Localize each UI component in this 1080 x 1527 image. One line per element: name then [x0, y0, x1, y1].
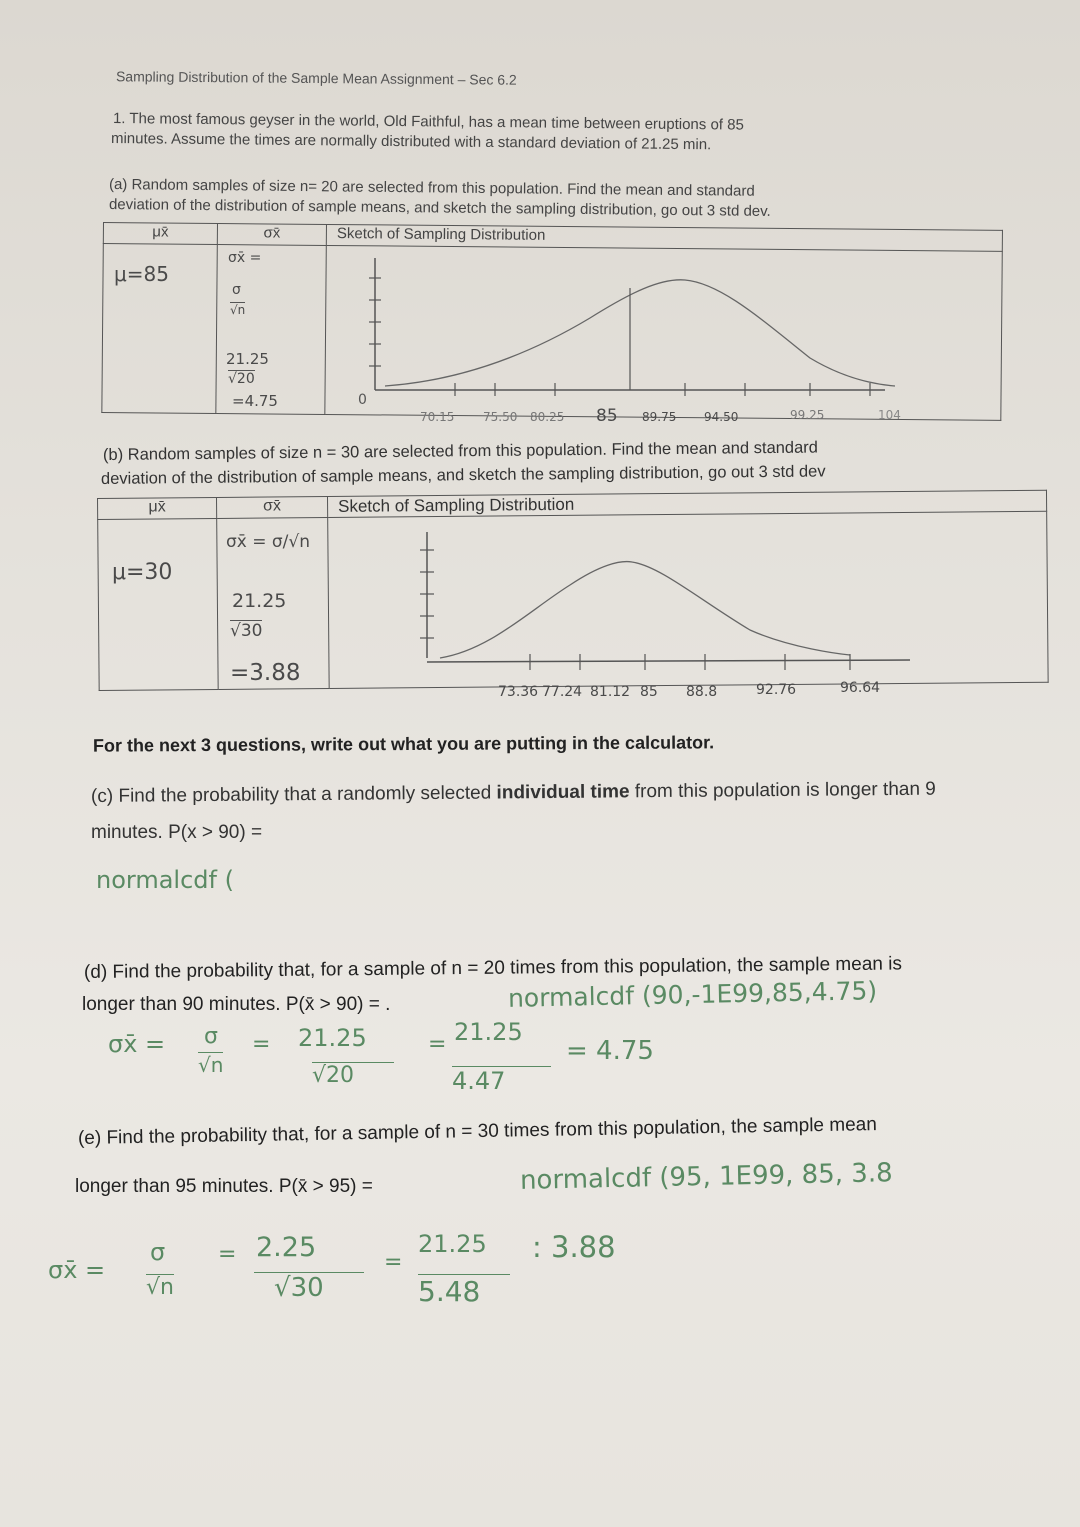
part-a-axis-origin: 0: [358, 392, 367, 408]
part-b-tick-5: 88.8: [686, 684, 718, 700]
part-d-answer: normalcdf (90,-1E99,85,4.75): [507, 976, 878, 1013]
worksheet-title: Sampling Distribution of the Sample Mean Assignment – Sec 6.2: [115, 68, 517, 88]
part-b-sigma-denominator: √30: [230, 621, 263, 641]
part-d-text-line1: (d) Find the probability that, for a sample of n = 20 times from this population, the sample mean is: [83, 953, 902, 983]
part-a-mu-answer: μ=85: [114, 262, 169, 286]
part-e-sigma-num: σ: [150, 1238, 166, 1266]
part-a-tick-3: 80.25: [530, 410, 565, 424]
q1-text-line1: 1. The most famous geyser in the world, Old Faithful, has a mean time between eruptions of 85: [112, 110, 744, 134]
part-b-sigma-header: σx̄: [216, 496, 327, 518]
part-d-result: = 4.75: [566, 1036, 654, 1066]
part-d-value-num: 21.25: [298, 1024, 367, 1052]
part-a-sigma-header: σx̄: [217, 223, 326, 245]
part-b-sigma-numerator: 21.25: [232, 590, 287, 612]
part-d-sigma-label: σx̄ =: [108, 1030, 166, 1058]
part-e-equals-2: =: [384, 1250, 403, 1275]
part-e-value-den: √30: [254, 1272, 364, 1303]
part-b-mu-answer: μ=30: [112, 560, 173, 585]
part-a-tick-5: 89.75: [642, 410, 677, 424]
part-a-sigma-denominator: √n: [230, 303, 246, 317]
part-b-mu-header: μx̄: [98, 497, 217, 519]
part-e-result: : 3.88: [532, 1230, 616, 1264]
part-a-sketch-header: Sketch of Sampling Distribution: [326, 224, 1002, 251]
part-b-sketch-header: Sketch of Sampling Distribution: [327, 490, 1046, 517]
part-b-tick-1: 73.36: [498, 684, 539, 700]
part-b-tick-7: 96.64: [840, 680, 881, 696]
part-b-tick-3: 81.12: [590, 684, 631, 700]
part-d-sigma-num: σ: [204, 1024, 218, 1049]
part-c-answer: normalcdf (: [96, 866, 234, 894]
part-e-value2-num: 21.25: [418, 1230, 487, 1258]
part-a-tick-4: 85: [596, 406, 618, 426]
part-a-tick-7: 99.25: [790, 408, 825, 422]
part-a-text-line1: (a) Random samples of size n= 20 are selected from this population. Find the mean and standard: [108, 176, 755, 200]
calculator-instructions: For the next 3 questions, write out what you are putting in the calculator.: [92, 732, 715, 756]
part-e-sigma-label: σx̄ =: [48, 1256, 106, 1284]
part-e-value2-den: 5.48: [418, 1274, 510, 1308]
part-e-answer: normalcdf (95, 1E99, 85, 3.8: [519, 1158, 893, 1196]
part-a-sigma-result: =4.75: [232, 392, 278, 410]
part-b-text-line1: (b) Random samples of size n = 30 are selected from this population. Find the mean and standard: [102, 438, 819, 464]
part-d-equals-1: =: [252, 1032, 271, 1057]
part-d-text-line2: longer than 90 minutes. P(x̄ > 90) = .: [82, 994, 391, 1015]
part-b-tick-2: 77.24: [542, 684, 583, 700]
part-b-tick-4: 85: [640, 684, 658, 700]
part-b-sigma-formula: σx̄ = σ/√n: [226, 532, 310, 552]
part-b-normal-curve-sketch: [400, 530, 940, 690]
part-d-equals-2: =: [428, 1032, 447, 1057]
part-b-sigma-result: =3.88: [230, 660, 301, 686]
q1-text-line2: minutes. Assume the times are normally distributed with a standard deviation of 21.25 min.: [110, 130, 712, 154]
part-e-sigma-den: √n: [146, 1275, 174, 1300]
part-b-text-line2: deviation of the distribution of sample means, and sketch the sampling distribution, go out 3 std dev: [100, 462, 826, 488]
part-b-tick-6: 92.76: [756, 682, 797, 698]
part-a-mu-header: μx̄: [103, 223, 217, 245]
part-e-value-num: 2.25: [256, 1232, 317, 1263]
part-b-mu-cell: [98, 518, 218, 690]
part-a-text-line2: deviation of the distribution of sample means, and sketch the sampling distribution, go out 3 std dev.: [108, 196, 771, 220]
part-d-value2-den: 4.47: [452, 1066, 551, 1095]
part-a-tick-6: 94.50: [704, 410, 739, 424]
part-e-text-line1: (e) Find the probability that, for a sample of n = 30 times from this population, the sample mean: [77, 1114, 877, 1149]
part-a-sigma-root: √20: [228, 371, 255, 387]
part-d-value2-num: 21.25: [454, 1018, 523, 1046]
part-c-text-line2: minutes. P(x > 90) =: [91, 822, 263, 843]
part-a-sigma-value: 21.25: [226, 350, 269, 368]
part-a-tick-2: 75.50: [483, 410, 518, 424]
part-d-value-den: √20: [312, 1062, 394, 1088]
part-e-equals-1: =: [218, 1242, 237, 1267]
part-c-text-line1: (c) Find the probability that a randomly selected individual time from this population is longer than 9: [90, 778, 936, 807]
part-a-sigma-cell: [216, 244, 326, 414]
part-e-text-line2: longer than 95 minutes. P(x̄ > 95) =: [75, 1176, 373, 1197]
part-a-sigma-formula: σx̄ =: [228, 250, 262, 266]
part-a-tick-8: 104: [878, 408, 901, 422]
part-a-normal-curve-sketch: [340, 248, 920, 428]
part-d-sigma-den: √n: [198, 1053, 224, 1077]
part-a-sigma-numerator: σ: [232, 282, 241, 298]
part-a-tick-1: 70.15: [420, 410, 455, 424]
